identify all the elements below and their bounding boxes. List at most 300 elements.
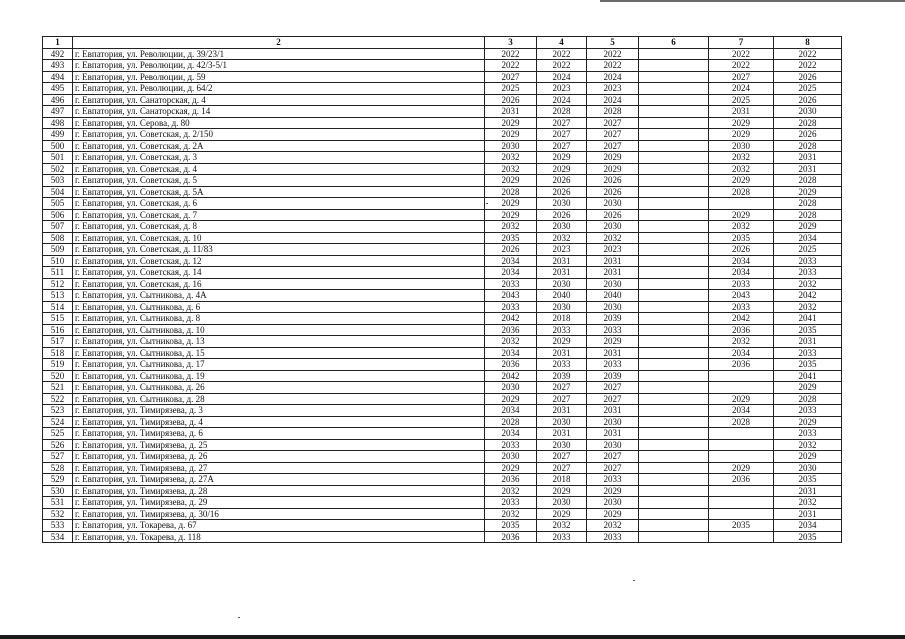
scan-bottom-edge bbox=[0, 635, 905, 639]
row-number: 495 bbox=[43, 83, 73, 95]
year-cell bbox=[709, 508, 774, 520]
row-number: 514 bbox=[43, 301, 73, 313]
row-number: 521 bbox=[43, 382, 73, 394]
year-cell: 2035 bbox=[485, 232, 537, 244]
year-cell: 2032 bbox=[485, 485, 537, 497]
table-row bbox=[43, 71, 842, 83]
year-cell: 2029 bbox=[709, 117, 774, 129]
year-cell: 2032 bbox=[485, 152, 537, 164]
year-cell: 2028 bbox=[537, 106, 587, 118]
year-cell: 2028 bbox=[774, 117, 842, 129]
row-number: 513 bbox=[43, 290, 73, 302]
address-cell: г. Евпатория, ул. Советская, д. 8 bbox=[73, 221, 485, 233]
year-cell: 2030 bbox=[709, 140, 774, 152]
address-cell: г. Евпатория, ул. Сытникова, д. 17 bbox=[73, 359, 485, 371]
year-cell: 2036 bbox=[709, 359, 774, 371]
year-cell: 2031 bbox=[587, 347, 639, 359]
year-cell: 2036 bbox=[485, 531, 537, 543]
year-cell bbox=[709, 451, 774, 463]
row-number: 502 bbox=[43, 163, 73, 175]
year-cell: 2033 bbox=[485, 301, 537, 313]
year-cell: 2026 bbox=[537, 175, 587, 187]
year-cell: 2036 bbox=[709, 474, 774, 486]
year-cell: 2022 bbox=[485, 48, 537, 60]
row-number: 523 bbox=[43, 405, 73, 417]
year-cell bbox=[709, 382, 774, 394]
row-number: 530 bbox=[43, 485, 73, 497]
address-cell: г. Евпатория, ул. Сытникова, д. 8 bbox=[73, 313, 485, 325]
row-number: 503 bbox=[43, 175, 73, 187]
year-cell: 2034 bbox=[709, 267, 774, 279]
address-cell: г. Евпатория, ул. Тимирязева, д. 4 bbox=[73, 416, 485, 428]
year-cell: 2029 bbox=[537, 508, 587, 520]
table-row bbox=[43, 497, 842, 509]
year-cell: 2028 bbox=[485, 416, 537, 428]
row-number: 505 bbox=[43, 198, 73, 210]
year-cell: 2031 bbox=[587, 428, 639, 440]
year-cell: 2030 bbox=[587, 278, 639, 290]
year-cell bbox=[639, 405, 709, 417]
year-cell: 2022 bbox=[774, 60, 842, 72]
year-cell bbox=[639, 474, 709, 486]
year-cell bbox=[639, 531, 709, 543]
year-cell bbox=[639, 336, 709, 348]
year-cell: 2029 bbox=[587, 485, 639, 497]
table-row bbox=[43, 221, 842, 233]
row-number: 533 bbox=[43, 520, 73, 532]
address-cell: г. Евпатория, ул. Революции, д. 64/2 bbox=[73, 83, 485, 95]
year-cell bbox=[709, 428, 774, 440]
year-cell: 2034 bbox=[485, 405, 537, 417]
year-cell bbox=[639, 324, 709, 336]
year-cell: 2027 bbox=[587, 140, 639, 152]
year-cell: 2026 bbox=[485, 244, 537, 256]
year-cell: 2036 bbox=[709, 324, 774, 336]
document-page bbox=[42, 36, 841, 543]
year-cell bbox=[639, 83, 709, 95]
column-header: 3 bbox=[485, 37, 537, 49]
year-cell: 2043 bbox=[485, 290, 537, 302]
year-cell bbox=[709, 497, 774, 509]
address-cell: г. Евпатория, ул. Революции, д. 39/23/1 bbox=[73, 48, 485, 60]
year-cell: 2032 bbox=[587, 520, 639, 532]
year-cell: 2026 bbox=[485, 94, 537, 106]
year-cell: 2029 bbox=[774, 416, 842, 428]
year-cell: 2029 bbox=[774, 451, 842, 463]
table-row bbox=[43, 347, 842, 359]
row-number: 525 bbox=[43, 428, 73, 440]
year-cell bbox=[639, 198, 709, 210]
year-cell bbox=[639, 428, 709, 440]
year-cell bbox=[639, 175, 709, 187]
year-cell: 2031 bbox=[709, 106, 774, 118]
address-cell: г. Евпатория, ул. Сытникова, д. 28 bbox=[73, 393, 485, 405]
year-cell: 2033 bbox=[537, 324, 587, 336]
year-cell bbox=[639, 209, 709, 221]
year-cell: 2035 bbox=[774, 531, 842, 543]
table-row bbox=[43, 60, 842, 72]
year-cell: 2034 bbox=[709, 405, 774, 417]
year-cell: 2042 bbox=[485, 313, 537, 325]
table-row bbox=[43, 198, 842, 210]
address-cell: г. Евпатория, ул. Советская, д. 3 bbox=[73, 152, 485, 164]
year-cell: 2027 bbox=[587, 129, 639, 141]
table-row bbox=[43, 313, 842, 325]
year-cell: 2033 bbox=[587, 474, 639, 486]
row-number: 534 bbox=[43, 531, 73, 543]
year-cell: 2031 bbox=[537, 255, 587, 267]
year-cell: 2026 bbox=[709, 244, 774, 256]
year-cell: 2022 bbox=[709, 60, 774, 72]
year-cell bbox=[639, 313, 709, 325]
row-number: 522 bbox=[43, 393, 73, 405]
year-cell bbox=[639, 163, 709, 175]
year-cell: 2032 bbox=[587, 232, 639, 244]
year-cell: 2031 bbox=[537, 267, 587, 279]
year-cell: 2018 bbox=[537, 313, 587, 325]
table-row bbox=[43, 186, 842, 198]
column-header: 2 bbox=[73, 37, 485, 49]
year-cell bbox=[639, 186, 709, 198]
year-cell: 2028 bbox=[774, 140, 842, 152]
year-cell: 2029 bbox=[709, 175, 774, 187]
year-cell: 2039 bbox=[587, 370, 639, 382]
row-number: 512 bbox=[43, 278, 73, 290]
address-cell: г. Евпатория, ул. Тимирязева, д. 29 bbox=[73, 497, 485, 509]
year-cell: 2039 bbox=[537, 370, 587, 382]
year-cell: 2022 bbox=[587, 48, 639, 60]
address-cell: г. Евпатория, ул. Сытникова, д. 6 bbox=[73, 301, 485, 313]
table-row bbox=[43, 462, 842, 474]
table-row bbox=[43, 405, 842, 417]
year-cell: 2030 bbox=[537, 416, 587, 428]
year-cell: 2029 bbox=[774, 382, 842, 394]
address-cell: г. Евпатория, ул. Серова, д. 80 bbox=[73, 117, 485, 129]
column-header: 8 bbox=[774, 37, 842, 49]
year-cell: 2022 bbox=[774, 48, 842, 60]
year-cell: 2025 bbox=[774, 83, 842, 95]
address-cell: г. Евпатория, ул. Тимирязева, д. 26 bbox=[73, 451, 485, 463]
year-cell: 2026 bbox=[587, 175, 639, 187]
year-cell: 2030 bbox=[537, 497, 587, 509]
year-cell: 2030 bbox=[537, 221, 587, 233]
address-cell: г. Евпатория, ул. Сытникова, д. 10 bbox=[73, 324, 485, 336]
year-cell: 2022 bbox=[709, 48, 774, 60]
year-cell: 2027 bbox=[537, 393, 587, 405]
year-cell: 2022 bbox=[587, 60, 639, 72]
year-cell: 2028 bbox=[774, 175, 842, 187]
row-number: 501 bbox=[43, 152, 73, 164]
row-number: 492 bbox=[43, 48, 73, 60]
year-cell: 2031 bbox=[774, 485, 842, 497]
year-cell bbox=[639, 106, 709, 118]
year-cell: 2025 bbox=[485, 83, 537, 95]
year-cell: 2029 bbox=[485, 393, 537, 405]
year-cell: 2033 bbox=[774, 267, 842, 279]
year-cell: 2026 bbox=[537, 186, 587, 198]
table-row bbox=[43, 278, 842, 290]
year-cell: 2032 bbox=[537, 232, 587, 244]
year-cell: 2031 bbox=[774, 163, 842, 175]
address-cell: г. Евпатория, ул. Советская, д. 6 bbox=[73, 198, 485, 210]
year-cell: 2034 bbox=[485, 255, 537, 267]
year-cell: 2031 bbox=[774, 508, 842, 520]
year-cell: 2029 bbox=[485, 129, 537, 141]
row-number: 494 bbox=[43, 71, 73, 83]
year-cell: 2031 bbox=[774, 336, 842, 348]
year-cell: 2027 bbox=[587, 451, 639, 463]
year-cell: 2033 bbox=[774, 428, 842, 440]
year-cell: 2033 bbox=[485, 278, 537, 290]
year-cell: 2023 bbox=[587, 244, 639, 256]
year-cell: 2032 bbox=[774, 497, 842, 509]
year-cell: 2031 bbox=[774, 152, 842, 164]
table-row bbox=[43, 336, 842, 348]
year-cell: 2041 bbox=[774, 370, 842, 382]
year-cell: 2027 bbox=[587, 117, 639, 129]
year-cell: 2032 bbox=[485, 508, 537, 520]
table-row bbox=[43, 301, 842, 313]
year-cell: 2023 bbox=[587, 83, 639, 95]
year-cell: 2027 bbox=[537, 117, 587, 129]
year-cell: 2027 bbox=[537, 382, 587, 394]
address-cell: г. Евпатория, ул. Сытникова, д. 19 bbox=[73, 370, 485, 382]
row-number: 500 bbox=[43, 140, 73, 152]
year-cell: 2041 bbox=[774, 313, 842, 325]
table-row bbox=[43, 393, 842, 405]
year-cell: 2036 bbox=[485, 359, 537, 371]
year-cell: 2031 bbox=[587, 267, 639, 279]
year-cell: 2031 bbox=[485, 106, 537, 118]
year-cell bbox=[639, 347, 709, 359]
year-cell: 2034 bbox=[485, 347, 537, 359]
year-cell: 2029 bbox=[709, 393, 774, 405]
year-cell: 2028 bbox=[774, 198, 842, 210]
year-cell bbox=[639, 71, 709, 83]
year-cell bbox=[639, 140, 709, 152]
table-row bbox=[43, 451, 842, 463]
year-cell: 2035 bbox=[774, 324, 842, 336]
year-cell: 2029 bbox=[774, 186, 842, 198]
column-header: 6 bbox=[639, 37, 709, 49]
column-header: 5 bbox=[587, 37, 639, 49]
row-number: 493 bbox=[43, 60, 73, 72]
year-cell: 2032 bbox=[485, 221, 537, 233]
table-row bbox=[43, 474, 842, 486]
year-cell: 2033 bbox=[587, 531, 639, 543]
address-cell: г. Евпатория, ул. Сытникова, д. 13 bbox=[73, 336, 485, 348]
year-cell bbox=[639, 416, 709, 428]
year-cell: 2029 bbox=[485, 117, 537, 129]
year-cell bbox=[639, 439, 709, 451]
year-cell: 2027 bbox=[537, 129, 587, 141]
year-cell bbox=[639, 370, 709, 382]
year-cell: 2029 bbox=[537, 152, 587, 164]
table-row bbox=[43, 83, 842, 95]
year-cell: 2033 bbox=[709, 301, 774, 313]
year-cell: 2033 bbox=[537, 359, 587, 371]
year-cell bbox=[639, 221, 709, 233]
table-row bbox=[43, 439, 842, 451]
table-row bbox=[43, 140, 842, 152]
year-cell: 2034 bbox=[709, 347, 774, 359]
year-cell: 2042 bbox=[709, 313, 774, 325]
year-cell bbox=[639, 60, 709, 72]
year-cell bbox=[639, 290, 709, 302]
table-row bbox=[43, 117, 842, 129]
year-cell bbox=[709, 485, 774, 497]
table-row bbox=[43, 163, 842, 175]
table-row bbox=[43, 255, 842, 267]
year-cell bbox=[709, 439, 774, 451]
year-cell: 2030 bbox=[485, 451, 537, 463]
table-row bbox=[43, 382, 842, 394]
address-cell: г. Евпатория, ул. Советская, д. 12 bbox=[73, 255, 485, 267]
year-cell: 2031 bbox=[537, 405, 587, 417]
table-row bbox=[43, 48, 842, 60]
year-cell: 2026 bbox=[774, 71, 842, 83]
address-cell: г. Евпатория, ул. Советская, д. 5 bbox=[73, 175, 485, 187]
year-cell: 2031 bbox=[537, 428, 587, 440]
housing-schedule-table bbox=[42, 36, 842, 543]
year-cell: 2035 bbox=[774, 474, 842, 486]
column-header: 7 bbox=[709, 37, 774, 49]
row-number: 517 bbox=[43, 336, 73, 348]
year-cell: 2029 bbox=[709, 129, 774, 141]
table-row bbox=[43, 209, 842, 221]
year-cell: 2030 bbox=[774, 106, 842, 118]
table-row bbox=[43, 152, 842, 164]
year-cell bbox=[639, 393, 709, 405]
year-cell: 2035 bbox=[774, 359, 842, 371]
address-cell: г. Евпатория, ул. Сытникова, д. 26 bbox=[73, 382, 485, 394]
year-cell: 2026 bbox=[587, 186, 639, 198]
address-cell: г. Евпатория, ул. Советская, д. 2/150 bbox=[73, 129, 485, 141]
row-number: 499 bbox=[43, 129, 73, 141]
address-cell: г. Евпатория, ул. Тимирязева, д. 28 bbox=[73, 485, 485, 497]
year-cell: 2030 bbox=[537, 278, 587, 290]
year-cell: 2029 bbox=[485, 209, 537, 221]
year-cell: 2032 bbox=[709, 221, 774, 233]
year-cell: 2029 bbox=[774, 221, 842, 233]
year-cell: 2030 bbox=[587, 439, 639, 451]
address-cell: г. Евпатория, ул. Токарева, д. 67 bbox=[73, 520, 485, 532]
year-cell: 2032 bbox=[774, 301, 842, 313]
year-cell: 2030 bbox=[587, 221, 639, 233]
scan-speck bbox=[633, 580, 635, 581]
table-row bbox=[43, 175, 842, 187]
year-cell: 2034 bbox=[709, 255, 774, 267]
address-cell: г. Евпатория, ул. Тимирязева, д. 25 bbox=[73, 439, 485, 451]
year-cell: 2032 bbox=[537, 520, 587, 532]
year-cell bbox=[709, 370, 774, 382]
address-cell: г. Евпатория, ул. Революции, д. 42/3-5/1 bbox=[73, 60, 485, 72]
year-cell: 2036 bbox=[485, 474, 537, 486]
address-cell: г. Евпатория, ул. Советская, д. 11/83 bbox=[73, 244, 485, 256]
year-cell: 2029 bbox=[485, 175, 537, 187]
row-number: 507 bbox=[43, 221, 73, 233]
year-cell bbox=[639, 94, 709, 106]
year-cell: 2030 bbox=[587, 497, 639, 509]
year-cell: 2031 bbox=[587, 405, 639, 417]
row-number: 531 bbox=[43, 497, 73, 509]
year-cell: 2030 bbox=[587, 198, 639, 210]
scan-speck bbox=[486, 203, 488, 204]
year-cell: 2030 bbox=[537, 439, 587, 451]
row-number: 508 bbox=[43, 232, 73, 244]
year-cell bbox=[639, 232, 709, 244]
table-row bbox=[43, 359, 842, 371]
row-number: 497 bbox=[43, 106, 73, 118]
row-number: 511 bbox=[43, 267, 73, 279]
row-number: 529 bbox=[43, 474, 73, 486]
year-cell: 2028 bbox=[587, 106, 639, 118]
year-cell: 2026 bbox=[537, 209, 587, 221]
address-cell: г. Евпатория, ул. Токарева, д. 118 bbox=[73, 531, 485, 543]
row-number: 504 bbox=[43, 186, 73, 198]
year-cell: 2030 bbox=[587, 301, 639, 313]
year-cell bbox=[639, 48, 709, 60]
year-cell: 2027 bbox=[709, 71, 774, 83]
row-number: 520 bbox=[43, 370, 73, 382]
table-row bbox=[43, 232, 842, 244]
address-cell: г. Евпатория, ул. Революции, д. 59 bbox=[73, 71, 485, 83]
table-row bbox=[43, 244, 842, 256]
year-cell: 2031 bbox=[537, 347, 587, 359]
year-cell bbox=[639, 485, 709, 497]
address-cell: г. Евпатория, ул. Санаторская, д. 4 bbox=[73, 94, 485, 106]
row-number: 518 bbox=[43, 347, 73, 359]
year-cell: 2043 bbox=[709, 290, 774, 302]
address-cell: г. Евпатория, ул. Тимирязева, д. 27 bbox=[73, 462, 485, 474]
year-cell bbox=[639, 129, 709, 141]
year-cell: 2029 bbox=[709, 209, 774, 221]
year-cell: 2032 bbox=[709, 152, 774, 164]
year-cell: 2030 bbox=[537, 198, 587, 210]
year-cell: 2030 bbox=[587, 416, 639, 428]
table-row bbox=[43, 508, 842, 520]
year-cell: 2032 bbox=[485, 163, 537, 175]
year-cell: 2022 bbox=[537, 60, 587, 72]
year-cell: 2032 bbox=[774, 439, 842, 451]
table-row bbox=[43, 370, 842, 382]
row-number: 527 bbox=[43, 451, 73, 463]
year-cell: 2034 bbox=[485, 267, 537, 279]
year-cell: 2029 bbox=[537, 485, 587, 497]
table-row bbox=[43, 129, 842, 141]
address-cell: г. Евпатория, ул. Сытникова, д. 4А bbox=[73, 290, 485, 302]
year-cell: 2033 bbox=[587, 359, 639, 371]
column-number-row bbox=[43, 37, 842, 49]
year-cell: 2023 bbox=[537, 244, 587, 256]
year-cell: 2030 bbox=[537, 301, 587, 313]
year-cell bbox=[639, 278, 709, 290]
year-cell: 2027 bbox=[537, 140, 587, 152]
year-cell: 2018 bbox=[537, 474, 587, 486]
year-cell: 2029 bbox=[587, 508, 639, 520]
year-cell: 2035 bbox=[709, 520, 774, 532]
year-cell: 2025 bbox=[774, 244, 842, 256]
table-row bbox=[43, 428, 842, 440]
scan-speck bbox=[238, 617, 240, 618]
year-cell: 2034 bbox=[485, 428, 537, 440]
address-cell: г. Евпатория, ул. Тимирязева, д. 3 bbox=[73, 405, 485, 417]
row-number: 509 bbox=[43, 244, 73, 256]
year-cell: 2022 bbox=[537, 48, 587, 60]
scan-edge-line bbox=[600, 0, 905, 2]
year-cell bbox=[639, 520, 709, 532]
year-cell: 2029 bbox=[587, 336, 639, 348]
